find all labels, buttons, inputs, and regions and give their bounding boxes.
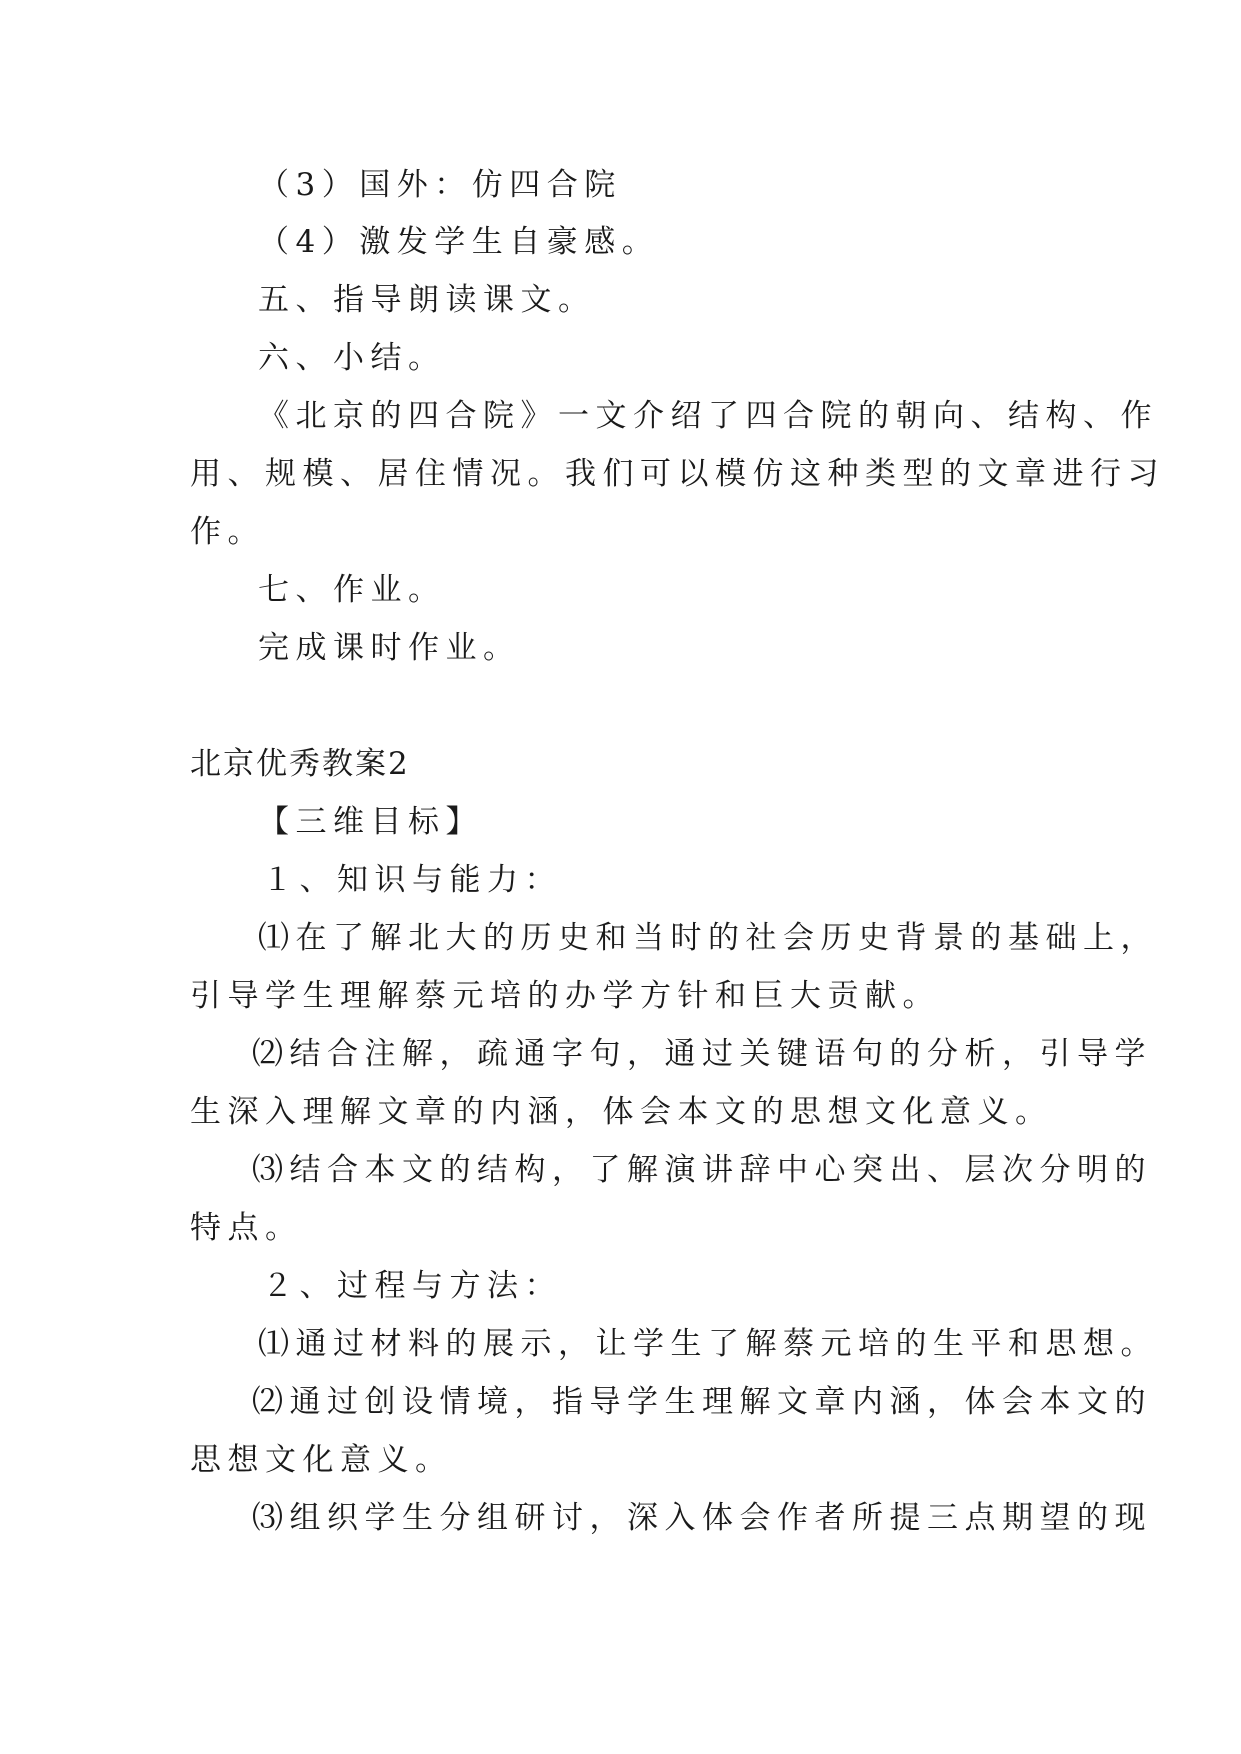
text-line: 作。 bbox=[190, 514, 265, 550]
text-line: 完成课时作业。 bbox=[258, 630, 521, 666]
subsection-heading: ２、过程与方法： bbox=[262, 1268, 562, 1304]
section-heading: 六、小结。 bbox=[258, 340, 446, 376]
text-line: ⑵通过创设情境，指导学生理解文章内涵，体会本文的 bbox=[252, 1384, 1152, 1420]
text-line: 引导学生理解蔡元培的办学方针和巨大贡献。 bbox=[190, 978, 940, 1014]
text-line: ⑶组织学生分组研讨，深入体会作者所提三点期望的现 bbox=[252, 1500, 1152, 1536]
document-title: 北京优秀教案2 bbox=[190, 746, 410, 782]
text-line: 特点。 bbox=[190, 1210, 303, 1246]
text-line: ⑴通过材料的展示，让学生了解蔡元培的生平和思想。 bbox=[258, 1326, 1158, 1362]
text-line: ⑶结合本文的结构，了解演讲辞中心突出、层次分明的 bbox=[252, 1152, 1152, 1188]
section-heading: 七、作业。 bbox=[258, 572, 446, 608]
text-line: （4）激发学生自豪感。 bbox=[258, 224, 660, 260]
text-line: ⑴在了解北大的历史和当时的社会历史背景的基础上， bbox=[258, 920, 1158, 956]
text-line: 《北京的四合院》一文介绍了四合院的朝向、结构、作 bbox=[258, 398, 1158, 434]
text-line: 思想文化意义。 bbox=[190, 1442, 453, 1478]
text-line: （3）国外：仿四合院 bbox=[258, 167, 622, 203]
section-heading: 【三维目标】 bbox=[258, 804, 483, 840]
text-line: 生深入理解文章的内涵，体会本文的思想文化意义。 bbox=[190, 1094, 1053, 1130]
text-line: ⑵结合注解，疏通字句，通过关键语句的分析，引导学 bbox=[252, 1036, 1152, 1072]
section-heading: 五、指导朗读课文。 bbox=[258, 282, 596, 318]
text-line: 用、规模、居住情况。我们可以模仿这种类型的文章进行习 bbox=[190, 456, 1165, 492]
subsection-heading: １、知识与能力： bbox=[262, 862, 562, 898]
